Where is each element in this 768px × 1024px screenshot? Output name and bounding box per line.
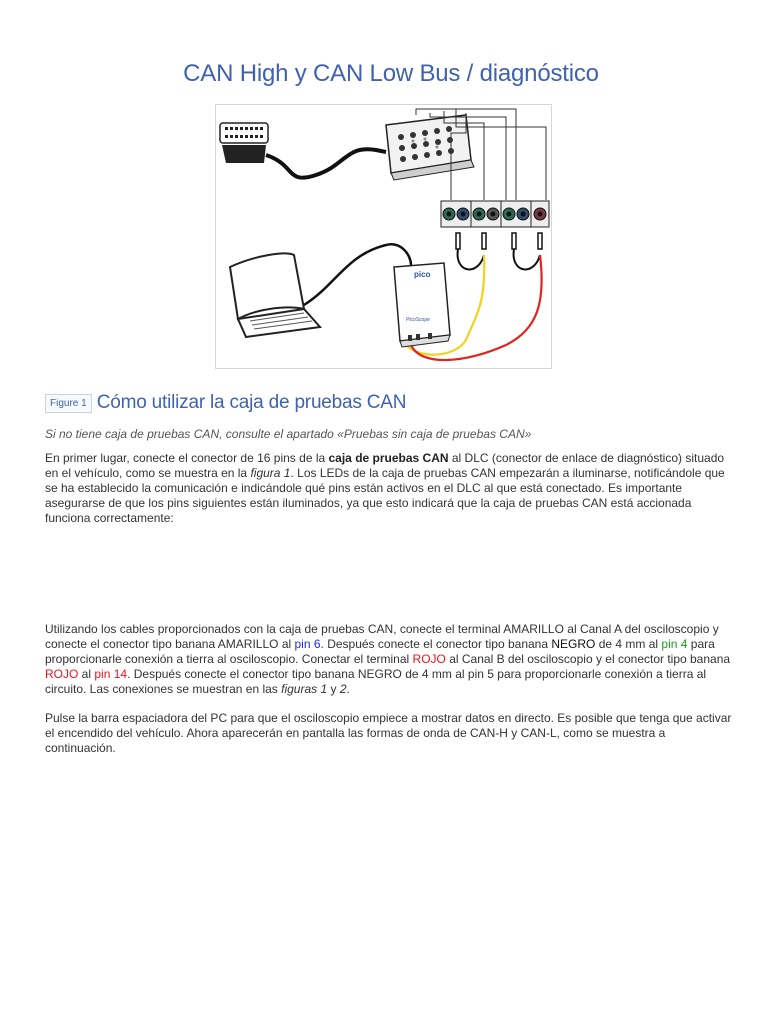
figure-label-badge[interactable]: Figure 1	[45, 394, 92, 413]
can-breakout-box-figure	[215, 104, 552, 369]
picoscope-model-text: PicoScope	[406, 317, 430, 323]
laptop-illustration	[230, 254, 320, 338]
breakout-box-illustration	[386, 115, 474, 180]
rojo-text: ROJO	[412, 652, 446, 666]
negro-text: NEGRO	[551, 637, 596, 651]
paragraph-cables: Utilizando los cables proporcionados con la caja de pruebas CAN, conecte el terminal AMARILLO al Canal A del osciloscopio y conecte el conector tipo banana AMARILLO al pin 6. Después conecte el conector tipo banana NEGRO de 4 mm al pin 4 para proporcionarle conexión a tierra al osciloscopio. Conectar el terminal ROJO al Canal B del osciloscopio y el conector tipo banana ROJO al pin 14. Después conecte el conector tipo banana NEGRO de 4 mm al pin 5 para proporcionarle conexión a tierra al circuito. Las conexiones se muestran en las figuras 1 y 2.	[45, 622, 731, 696]
obd-connector-illustration	[220, 123, 268, 163]
pin14-link: pin 14	[94, 667, 128, 681]
section-title: Cómo utilizar la caja de pruebas CAN	[96, 392, 407, 413]
paragraph-spacebar: Pulse la barra espaciadora del PC para que el osciloscopio empiece a mostrar datos en directo. Es posible que tenga que activar el encendido del vehículo. Ahora aparecerán en pantalla las formas de onda de CAN-H y CAN-L, como se muestra a continuación.	[45, 711, 732, 755]
rojo-text-2: ROJO	[45, 667, 79, 681]
page-title: CAN High y CAN Low Bus / diagnóstico	[183, 60, 599, 87]
picoscope-illustration	[394, 263, 450, 347]
note-text: Si no tiene caja de pruebas CAN, consulte el apartado «Pruebas sin caja de pruebas CAN»	[45, 427, 532, 441]
pin-sockets-illustration	[441, 201, 549, 227]
can-box-bold: caja de pruebas CAN	[328, 451, 449, 465]
section-heading	[45, 392, 406, 414]
paragraph-connect-dlc: En primer lugar, conecte el conector de 16 pins de la caja de pruebas CAN al DLC (conector de enlace de diagnóstico) situado en el vehículo, como se muestra en la figura 1. Los LEDs de la caja de pruebas CAN empezarán a iluminarse, notificándole que se ha establecido la comunicación e indicándole qué pins están activos en el DLC al que está conectado. Es importante asegurarse de que los pins siguientes están iluminados, ya que esto indicará que la caja de pruebas CAN está accionada funciona correctamente:	[45, 451, 725, 525]
pico-brand-text: pico	[414, 270, 431, 279]
pin4-link: pin 4	[661, 637, 688, 651]
pin6-link: pin 6	[294, 637, 321, 651]
